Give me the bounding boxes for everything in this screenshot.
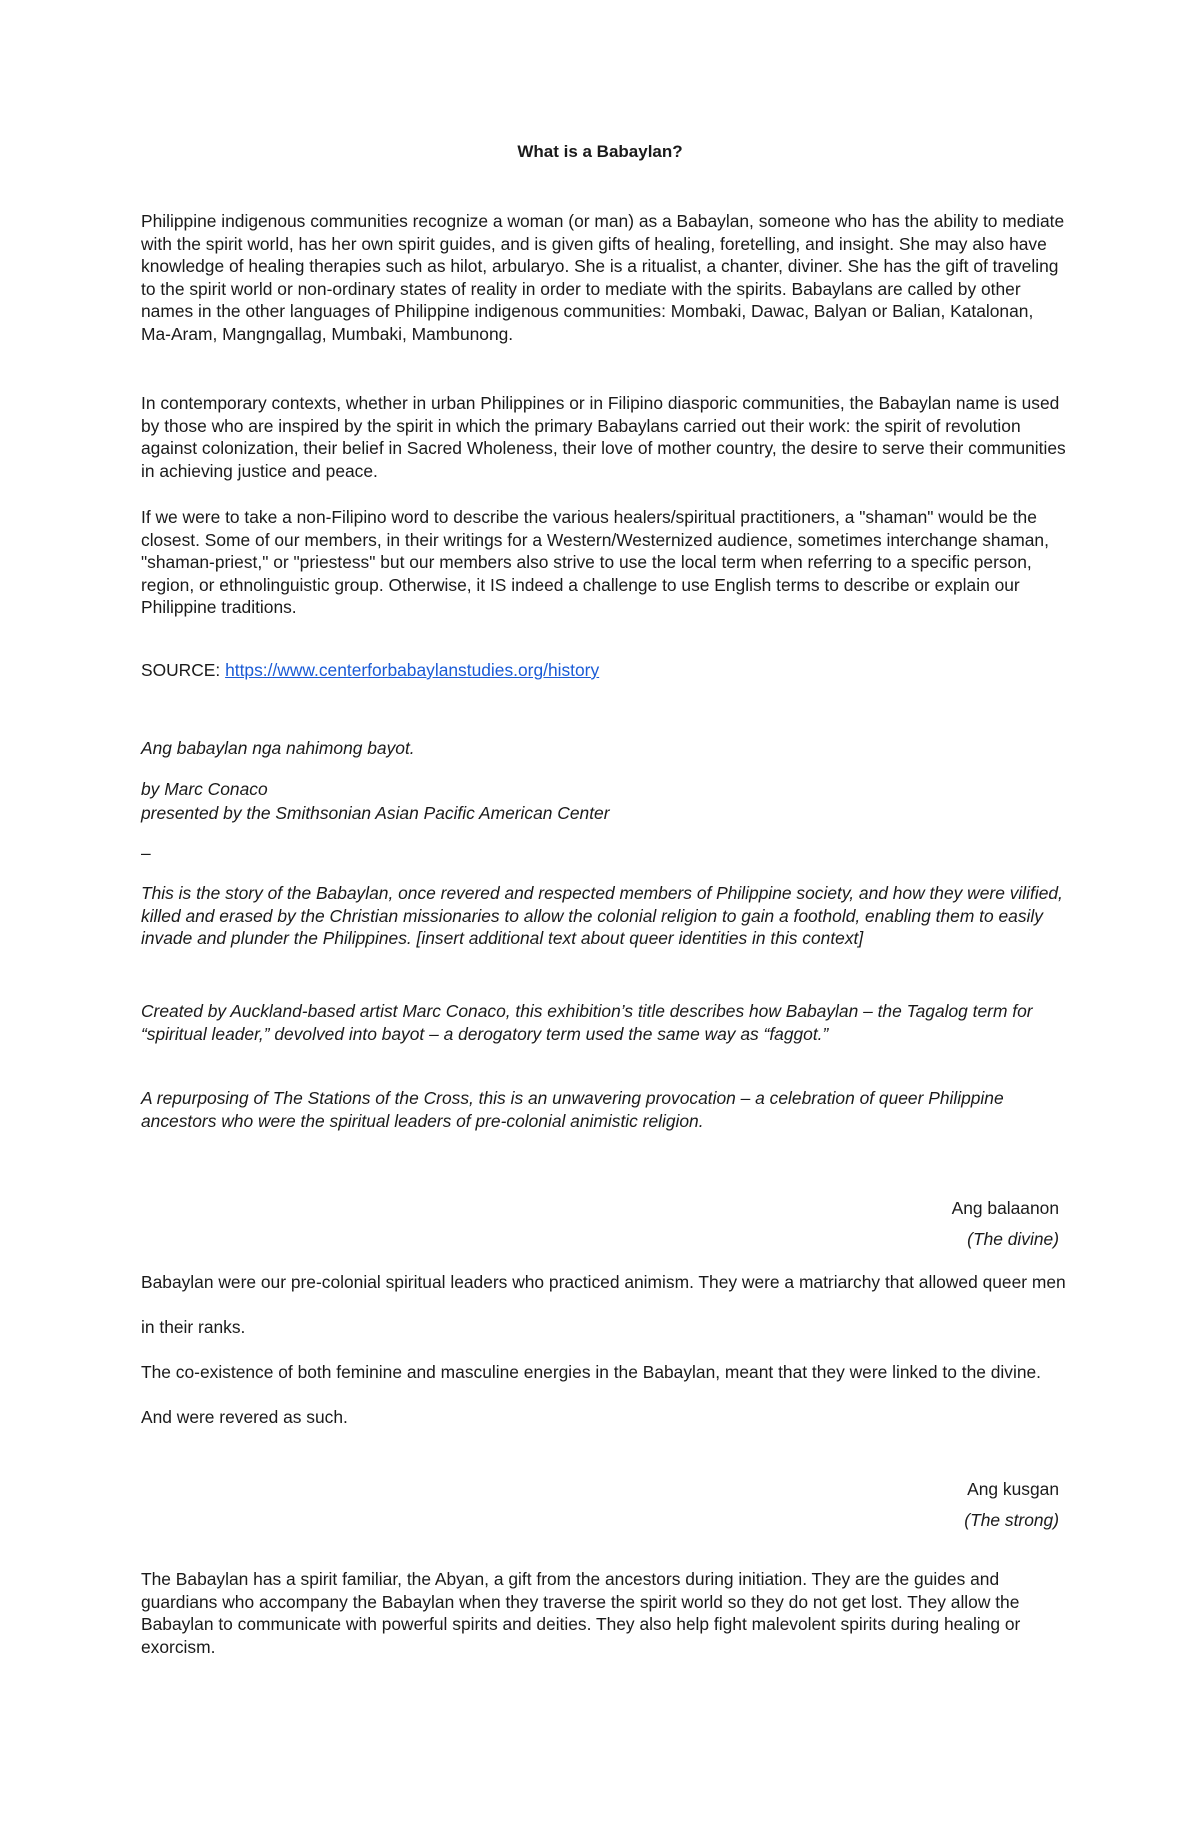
separator-dash: – [141, 843, 151, 863]
exhibit-byline: by Marc Conaco [141, 779, 268, 799]
document-title: What is a Babaylan? [517, 142, 683, 161]
source-link[interactable]: https://www.centerforbabaylanstudies.org/history [225, 660, 600, 680]
exhibit-title: Ang babaylan nga nahimong bayot. [141, 738, 415, 758]
strong-paragraph-1: The Babaylan has a spirit familiar, the Abyan, a gift from the ancestors during initiation. They are the guides and guardians who accompany the Babaylan when they traverse the spirit world so they do not get lost. They allow the Babaylan to communicate with powerful spirits and deities. They also help fight malevolent spirits during healing or exorcism. [141, 1569, 1021, 1657]
divine-paragraph-1: Babaylan were our pre-colonial spiritual leaders who practiced animism. They were a matriarchy that allowed queer men in their ranks. [141, 1272, 1066, 1337]
section-subheading-divine: (The divine) [967, 1229, 1059, 1249]
source-label: SOURCE: [141, 660, 221, 680]
divine-paragraph-2: The co-existence of both feminine and masculine energies in the Babaylan, meant that they were linked to the divine. And were revered as such. [141, 1362, 1042, 1427]
exhibit-paragraph-2: Created by Auckland-based artist Marc Conaco, this exhibition’s title describes how Babaylan – the Tagalog term for “spiritual leader,” devolved into bayot – a derogatory term used the same way as “faggot.” [141, 1001, 1033, 1044]
exhibit-paragraph-3: A repurposing of The Stations of the Cross, this is an unwavering provocation – a celebration of queer Philippine ancestors who were the spiritual leaders of pre-colonial animistic religion. [141, 1088, 1004, 1131]
intro-paragraph-2: In contemporary contexts, whether in urban Philippines or in Filipino diasporic communities, the Babaylan name is used by those who are inspired by the spirit in which the primary Babaylans carried out their work: the spirit of revolution against colonization, their belief in Sacred Wholeness, their love of mother country, the desire to serve their communities in achieving justice and peace. [141, 393, 1066, 481]
section-heading-divine: Ang balaanon [951, 1198, 1059, 1218]
section-subheading-strong: (The strong) [964, 1510, 1059, 1530]
intro-paragraph-3: If we were to take a non-Filipino word to describe the various healers/spiritual practitioners, a "shaman" would be the closest. Some of our members, in their writings for a Western/Westernized audience, sometimes interchange shaman, "shaman-priest," or "priestess" but our members also strive to use the local term when referring to a specific person, region, or ethnolinguistic group. Otherwise, it IS indeed a challenge to use English terms to describe or explain our Philippine traditions. [141, 507, 1049, 618]
exhibit-presenter: presented by the Smithsonian Asian Pacific American Center [141, 803, 610, 823]
section-heading-strong: Ang kusgan [967, 1479, 1059, 1499]
intro-paragraph-1: Philippine indigenous communities recognize a woman (or man) as a Babaylan, someone who has the ability to mediate with the spirit world, has her own spirit guides, and is given gifts of healing, foretelling, and insight. She may also have knowledge of healing therapies such as hilot, arbularyo. She is a ritualist, a chanter, diviner. She has the gift of traveling to the spirit world or non-ordinary states of reality in order to mediate with the spirits. Babaylans are called by other names in the other languages of Philippine indigenous communities: Mombaki, Dawac, Balyan or Balian, Katalonan, Ma-Aram, Mangngallag, Mumbaki, Mambunong. [141, 211, 1065, 344]
exhibit-paragraph-1: This is the story of the Babaylan, once revered and respected members of Philippine society, and how they were vilified, killed and erased by the Christian missionaries to allow the colonial religion to gain a foothold, enabling them to easily invade and plunder the Philippines. [insert additional text about queer identities in this context] [141, 883, 1063, 949]
source-line [141, 659, 1066, 682]
